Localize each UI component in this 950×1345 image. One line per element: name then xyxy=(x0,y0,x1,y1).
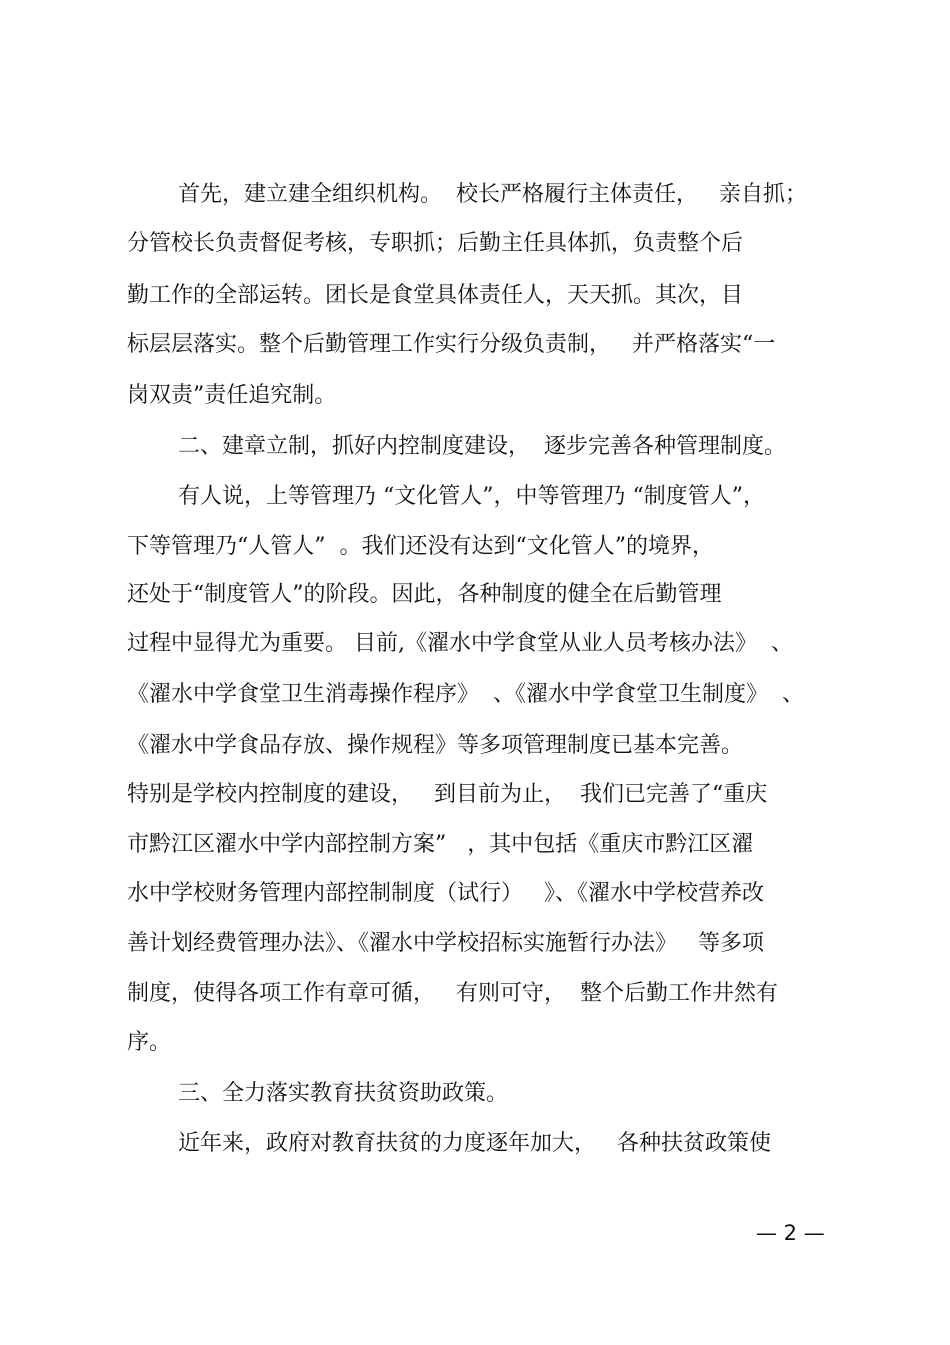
body-text-line: 水中学校财务管理内部控制制度（试行） 》、《濯水中学校营养改 xyxy=(127,881,764,906)
body-text-line: 下等管理乃“人管人” 。我们还没有达到“文化管人”的境界， xyxy=(127,534,714,559)
body-text-line: 近年来，政府对教育扶贫的力度逐年加大， 各种扶贫政策使 xyxy=(178,1131,771,1156)
body-text-line: 过程中显得尤为重要。 目前,《濯水中学食堂从业人员考核办法》 、 xyxy=(127,631,793,656)
body-text-line: 还处于“制度管人”的阶段。因此，各种制度的健全在后勤管理 xyxy=(127,582,722,607)
body-text-line: 分管校长负责督促考核，专职抓；后勤主任具体抓，负责整个后 xyxy=(127,231,744,256)
body-text-line: 勤工作的全部运转。团长是食堂具体责任人，天天抓。其次，目 xyxy=(127,283,744,308)
section-heading: 二、建章立制，抓好内控制度建设， 逐步完善各种管理制度。 xyxy=(178,434,786,459)
body-text-line: 《濯水中学食品存放、操作规程》等多项管理制度已基本完善。 xyxy=(127,733,744,758)
section-heading: 三、全力落实教育扶贫资助政策。 xyxy=(178,1081,509,1106)
body-text-line: 善计划经费管理办法》、《濯水中学校招标实施暂行办法》 等多项 xyxy=(127,931,764,956)
body-text-line: 市黔江区濯水中学内部控制方案” ，其中包括《重庆市黔江区濯 xyxy=(127,832,754,857)
body-text-line: 岗双责”责任追究制。 xyxy=(127,383,337,408)
page-number: — 2 — xyxy=(756,1221,825,1245)
body-text-line: 序。 xyxy=(127,1030,172,1055)
body-text-line: 标层层落实。整个后勤管理工作实行分级负责制， 并严格落实“一 xyxy=(127,332,776,357)
body-text-line: 首先，建立建全组织机构。 校长严格履行主体责任， 亲自抓； xyxy=(178,182,807,207)
body-text-line: 有人说，上等管理乃 “文化管人”，中等管理乃 “制度管人”， xyxy=(178,484,765,509)
body-text-line: 特别是学校内控制度的建设， 到目前为止， 我们已完善了“重庆 xyxy=(127,782,768,807)
body-text-line: 制度，使得各项工作有章可循， 有则可守， 整个后勤工作井然有 xyxy=(127,981,778,1006)
body-text-line: 《濯水中学食堂卫生消毒操作程序》 、《濯水中学食堂卫生制度》 、 xyxy=(127,682,804,707)
